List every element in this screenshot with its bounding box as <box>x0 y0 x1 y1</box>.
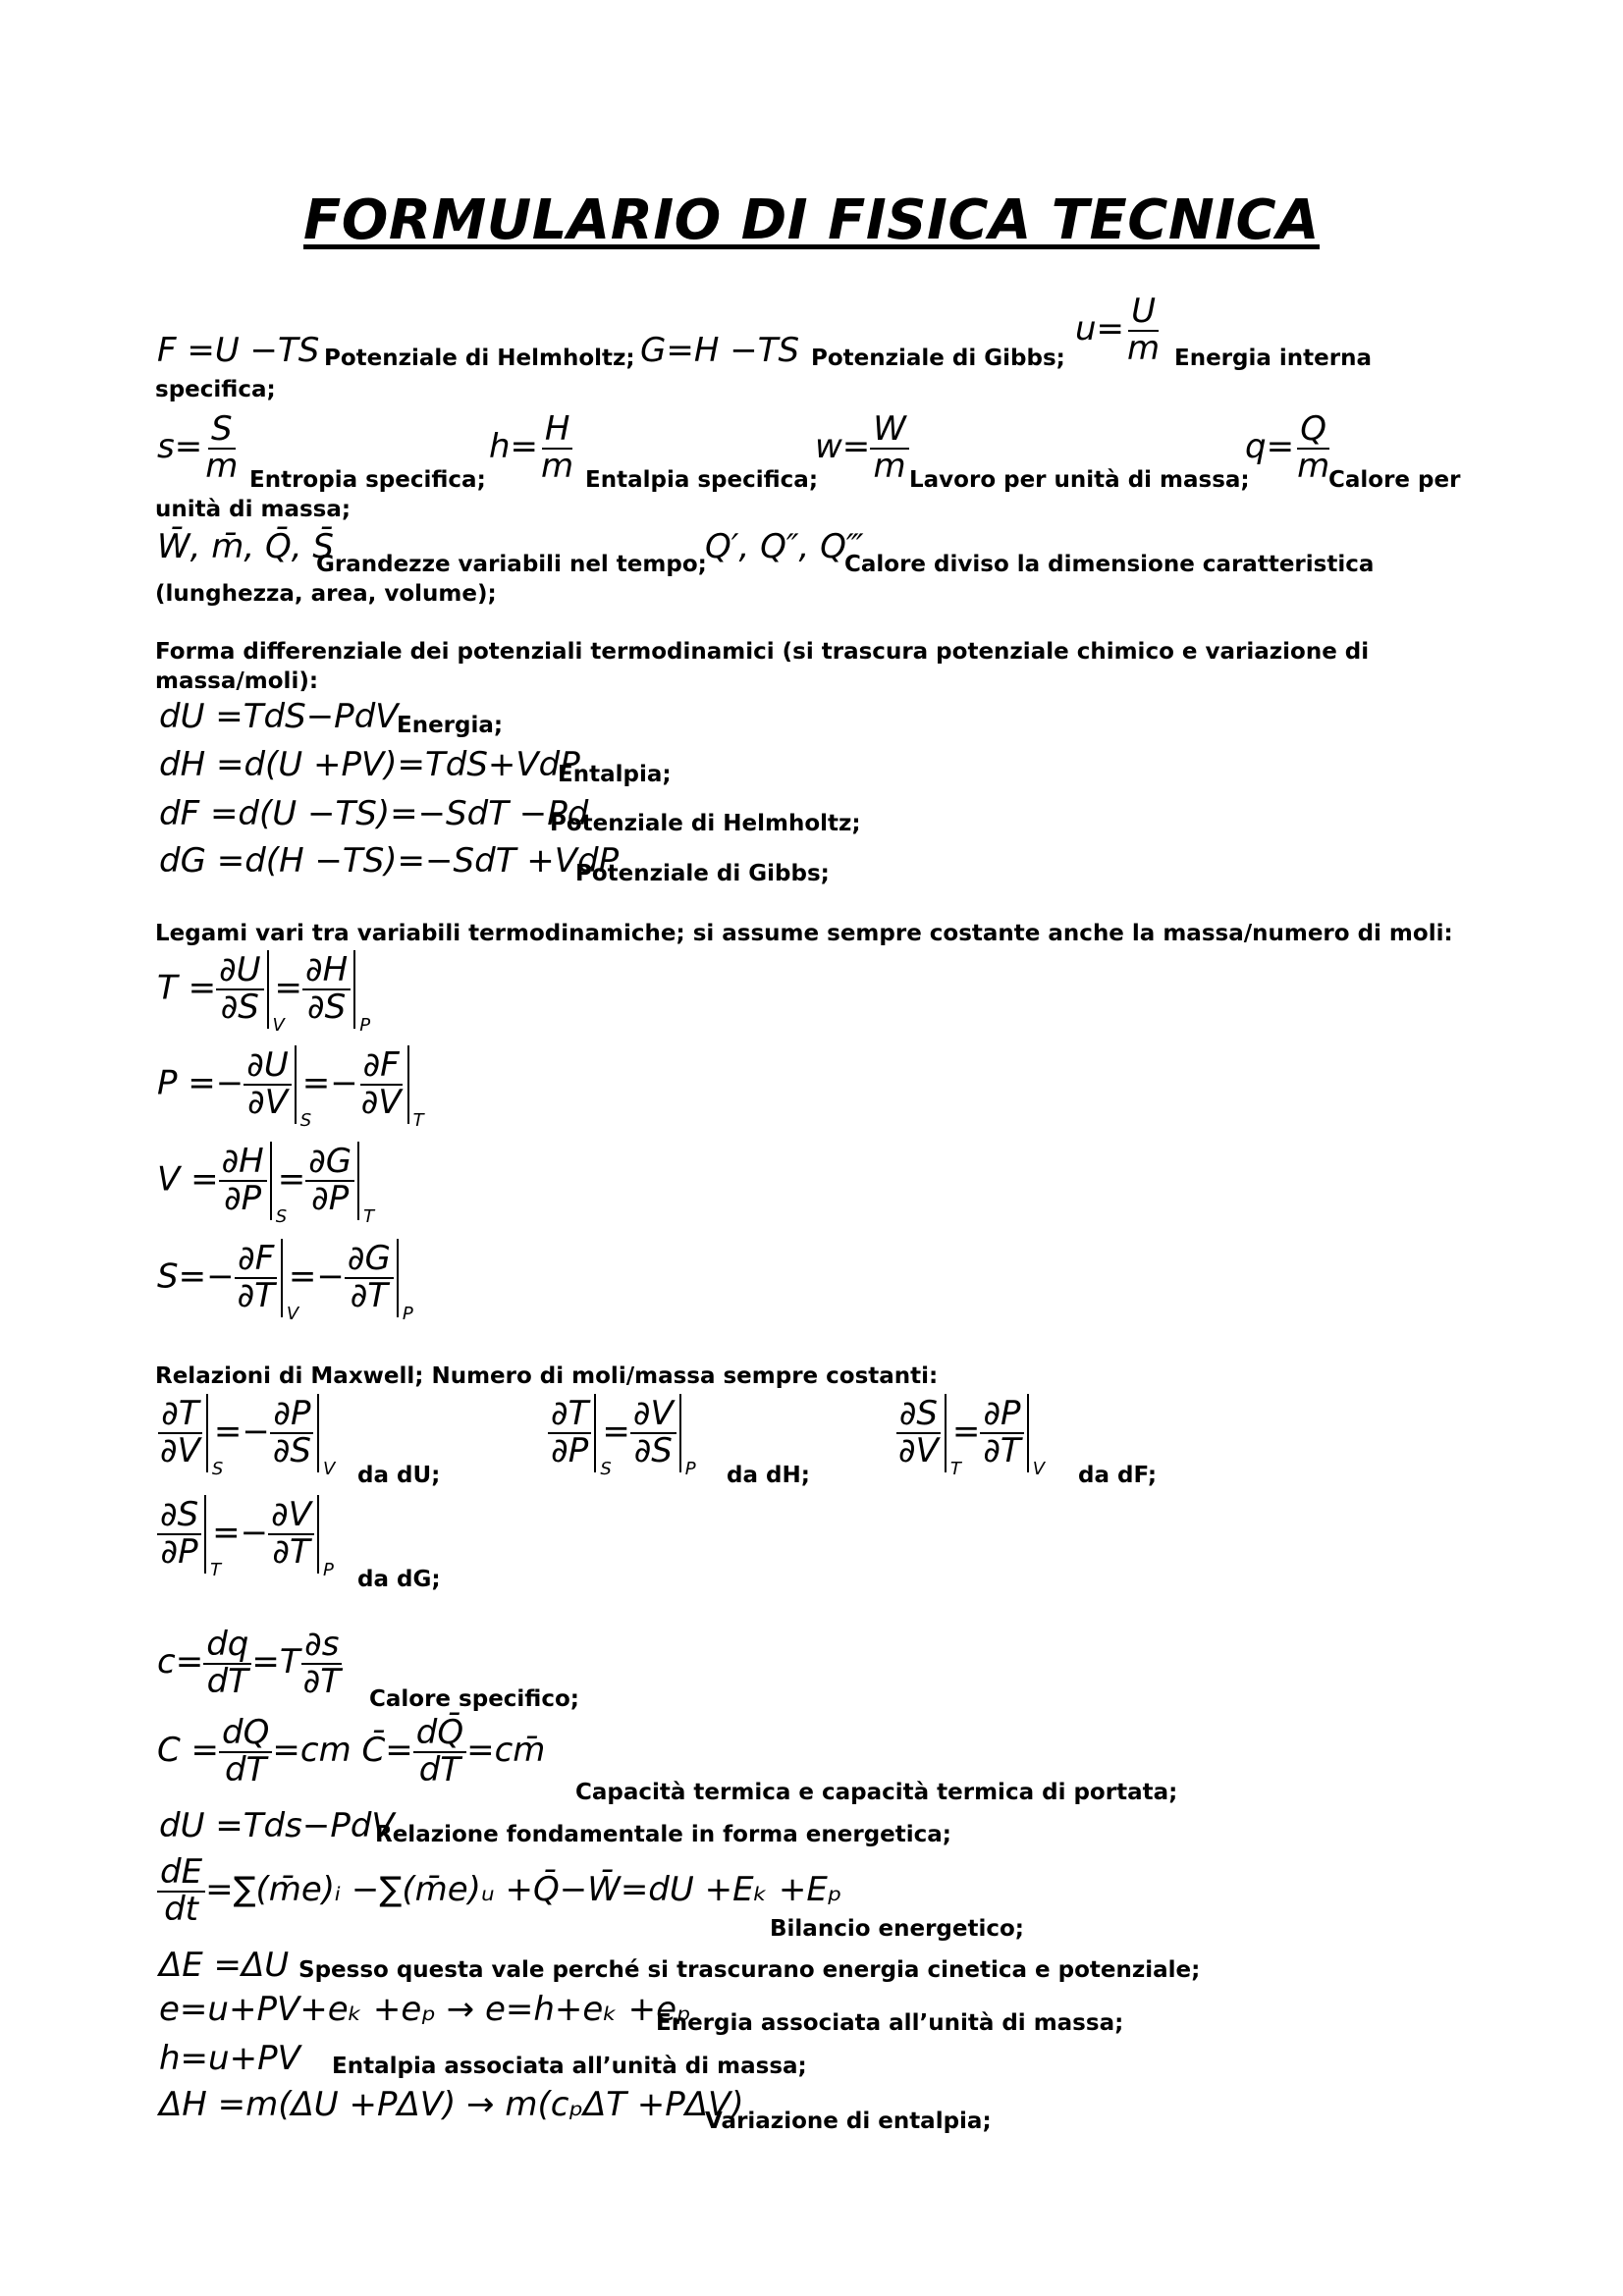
fraction <box>268 1495 314 1572</box>
numerator: ∂s <box>301 1628 342 1665</box>
formula-T-partials <box>157 950 371 1036</box>
subscript: S <box>211 1459 224 1479</box>
formula-helmholtz: F =U −TS <box>157 331 320 370</box>
formula-fundamental: dU =Tds−PdV <box>159 1806 395 1845</box>
lhs: T = <box>157 968 217 1008</box>
numerator: ∂V <box>630 1397 676 1434</box>
denominator: ∂V <box>247 1083 288 1122</box>
evaluation-bar <box>357 1142 375 1227</box>
desc-specific-energy: Energia associata all’unità di massa; <box>656 2010 1124 2036</box>
desc-fundamental: Relazione fondamentale in forma energetica; <box>375 1822 951 1847</box>
subscript: T <box>412 1110 424 1131</box>
fraction <box>235 1239 278 1315</box>
formula-dH: dH =d(U +PV)=TdS+VdP <box>159 745 580 784</box>
evaluation-bar <box>353 950 371 1036</box>
denominator: m <box>205 446 239 486</box>
formula-rhs: =∑(m̄e)ᵢ −∑(m̄e)ᵤ +Q̄−W̄=dU +Eₖ +Eₚ <box>205 1870 842 1910</box>
denominator: m <box>1297 446 1330 486</box>
numerator: U <box>1128 294 1159 332</box>
formula-specific-heat-c <box>157 1625 344 1701</box>
evaluation-bar <box>594 1394 612 1479</box>
formula-specific-heat <box>1245 409 1332 486</box>
desc-delta-H: Variazione di entalpia; <box>705 2109 992 2134</box>
numerator: ∂H <box>219 1145 267 1182</box>
section-heading-maxwell: Relazioni di Maxwell; Numero di moli/massa sempre costanti: <box>155 1363 939 1389</box>
evaluation-bar <box>397 1239 413 1324</box>
denominator: ∂V <box>898 1431 939 1470</box>
subscript: T <box>210 1560 222 1580</box>
subscript: P <box>684 1459 696 1479</box>
evaluation-bar <box>270 1142 288 1227</box>
denominator: m <box>1127 328 1161 368</box>
numerator: ∂V <box>268 1498 314 1535</box>
operator: = <box>274 968 303 1008</box>
formula-internal-energy <box>1075 294 1163 366</box>
denominator: ∂T <box>983 1431 1021 1470</box>
page-title: FORMULARIO DI FISICA TECNICA <box>303 188 1320 252</box>
numerator: ∂T <box>158 1397 201 1434</box>
operator: =cm̄ <box>466 1731 546 1771</box>
formula-energy-balance <box>157 1852 842 1929</box>
operator: =T <box>251 1642 300 1682</box>
fraction <box>548 1394 591 1470</box>
desc-time-variables: Grandezze variabili nel tempo; <box>316 552 707 577</box>
denominator: m <box>541 446 574 486</box>
fraction <box>1124 294 1163 366</box>
desc-dG: Potenziale di Gibbs; <box>575 861 830 886</box>
numerator: ∂S <box>896 1397 941 1434</box>
denominator: ∂S <box>220 988 259 1027</box>
desc-delta-E: Spesso questa vale perché si trascurano energia cinetica e potenziale; <box>298 1957 1201 1983</box>
formula-specific-entropy <box>157 409 241 486</box>
fraction <box>203 1625 251 1701</box>
numerator: ∂G <box>345 1242 394 1279</box>
formula-time-variables: W̄, m̄, Q̄, S̄ <box>157 527 334 566</box>
desc-gibbs: Potenziale di Gibbs; <box>811 346 1065 371</box>
desc-maxwell-dF: da dF; <box>1078 1463 1158 1488</box>
formula-maxwell-dH <box>548 1394 696 1479</box>
formula-S-partials <box>157 1239 413 1324</box>
formula-V-partials <box>157 1142 375 1227</box>
desc-continuation: specifica; <box>155 377 276 402</box>
fraction <box>413 1713 466 1789</box>
denominator: ∂P <box>224 1179 262 1218</box>
denominator: ∂P <box>551 1431 589 1470</box>
operator: = <box>277 1159 306 1200</box>
denominator: ∂P <box>160 1532 198 1572</box>
denominator: ∂T <box>350 1276 389 1315</box>
numerator: ∂P <box>980 1397 1023 1434</box>
fraction <box>305 1142 354 1218</box>
fraction <box>219 1713 272 1789</box>
lhs: s= <box>157 427 203 467</box>
formula-specific-enthalpy <box>489 409 576 486</box>
numerator: H <box>542 412 573 450</box>
operator: = <box>951 1412 981 1452</box>
numerator: S <box>208 412 236 450</box>
lhs: w= <box>815 427 871 467</box>
formula-dF: dF =d(U −TS)=−SdT −Pd <box>159 794 589 833</box>
fraction <box>302 950 351 1027</box>
evaluation-bar <box>317 1495 334 1580</box>
formula-specific-energy: e=u+PV+eₖ +eₚ → e=h+eₖ +eₚ <box>159 1990 691 2029</box>
operator: = <box>602 1412 630 1452</box>
desc-internal-energy: Energia interna <box>1174 346 1372 371</box>
desc-helmholtz: Potenziale di Helmholtz; <box>324 346 635 371</box>
evaluation-bar <box>317 1394 336 1479</box>
lhs: h= <box>489 427 539 467</box>
evaluation-bar <box>295 1045 312 1131</box>
lhs: V = <box>157 1159 219 1200</box>
subscript: V <box>272 1015 285 1036</box>
formula-dU: dU =TdS−PdV <box>159 697 399 736</box>
fraction <box>157 1394 203 1470</box>
lhs: c= <box>157 1642 204 1682</box>
fraction <box>630 1394 676 1470</box>
numerator: ∂P <box>270 1397 313 1434</box>
evaluation-bar <box>945 1394 961 1479</box>
denominator: ∂V <box>360 1083 402 1122</box>
numerator: ∂H <box>302 953 351 990</box>
denominator: dt <box>164 1889 198 1929</box>
desc-heat-capacity: Capacità termica e capacità termica di portata; <box>575 1780 1178 1805</box>
subscript: S <box>275 1206 288 1227</box>
desc-maxwell-dU: da dU; <box>357 1463 441 1488</box>
denominator: dT <box>418 1749 461 1789</box>
lhs: u= <box>1075 309 1125 349</box>
fraction <box>270 1394 314 1470</box>
desc-specific-entropy: Entropia specifica; <box>249 467 486 493</box>
numerator: dQ <box>219 1716 272 1753</box>
subscript: V <box>323 1459 336 1479</box>
lhs: S=− <box>157 1256 235 1297</box>
section-heading-legami: Legami vari tra variabili termodinamiche; si assume sempre costante anche la massa/numero di moli: <box>155 921 1453 946</box>
lhs: C = <box>157 1731 220 1771</box>
denominator: dT <box>225 1749 267 1789</box>
evaluation-bar <box>679 1394 696 1479</box>
fraction <box>157 1495 201 1572</box>
fraction <box>345 1239 394 1315</box>
formula-delta-E: ΔE =ΔU <box>159 1946 290 1985</box>
formula-heat-per-dimension: Q′, Q″, Q‴ <box>705 527 864 566</box>
evaluation-bar <box>407 1045 424 1131</box>
fraction <box>157 1852 205 1929</box>
operator: =− <box>288 1256 345 1297</box>
denominator: ∂T <box>302 1661 341 1701</box>
desc-maxwell-dG: da dG; <box>357 1567 441 1592</box>
denominator: ∂T <box>237 1276 275 1315</box>
operator: =− <box>212 1513 269 1553</box>
desc-heat-per-dimension: Calore diviso la dimensione caratteristica <box>844 552 1375 577</box>
subscript: V <box>1032 1459 1046 1479</box>
fraction <box>1294 409 1332 486</box>
desc-specific-enthalpy: Entalpia specifica; <box>585 467 819 493</box>
evaluation-bar <box>204 1495 222 1580</box>
subscript: P <box>359 1015 371 1036</box>
denominator: dT <box>206 1661 248 1701</box>
denominator: ∂V <box>160 1431 200 1470</box>
lhs: q= <box>1245 427 1295 467</box>
numerator: ∂U <box>216 953 263 990</box>
formula-delta-H: ΔH =m(ΔU +PΔV) → m(cₚΔT +PΔV) <box>159 2085 744 2124</box>
formula-dG: dG =d(H −TS)=−SdT +VdP <box>159 841 620 881</box>
desc-dF: Potenziale di Helmholtz; <box>550 811 861 836</box>
subscript: V <box>286 1304 299 1324</box>
fraction <box>243 1045 291 1122</box>
formula-maxwell-dU <box>157 1394 336 1479</box>
denominator: ∂S <box>272 1431 311 1470</box>
fraction <box>895 1394 942 1470</box>
desc-specific-heat: Calore per <box>1328 467 1461 493</box>
numerator: ∂S <box>157 1498 201 1535</box>
subscript: S <box>299 1110 312 1131</box>
denominator: m <box>873 446 906 486</box>
fraction <box>870 409 909 486</box>
evaluation-bar <box>206 1394 224 1479</box>
desc-dH: Entalpia; <box>558 762 672 787</box>
desc-maxwell-dH: da dH; <box>727 1463 810 1488</box>
formula-heat-capacity <box>157 1713 546 1789</box>
denominator: ∂P <box>311 1179 350 1218</box>
numerator: dE <box>157 1855 205 1893</box>
evaluation-bar <box>281 1239 299 1324</box>
numerator: ∂T <box>548 1397 591 1434</box>
desc-specific-enthalpy-h: Entalpia associata all’unità di massa; <box>332 2054 807 2079</box>
operator: =− <box>301 1063 358 1103</box>
evaluation-bar <box>267 950 285 1036</box>
formula-specific-enthalpy-h: h=u+PV <box>159 2039 300 2078</box>
formula-maxwell-dG <box>157 1495 334 1580</box>
fraction <box>980 1394 1023 1470</box>
fraction <box>202 409 241 486</box>
fraction <box>216 950 263 1027</box>
desc-specific-heat-c: Calore specifico; <box>369 1686 579 1712</box>
formula-specific-work <box>815 409 909 486</box>
numerator: Q <box>1297 412 1329 450</box>
numerator: dq <box>203 1628 251 1665</box>
desc-energy-balance: Bilancio energetico; <box>770 1916 1025 1942</box>
denominator: ∂T <box>272 1532 310 1572</box>
fraction <box>219 1142 267 1218</box>
denominator: ∂S <box>633 1431 673 1470</box>
desc-dU: Energia; <box>397 713 504 738</box>
subscript: P <box>323 1560 334 1580</box>
operator: =− <box>213 1412 270 1452</box>
formula-gibbs: G=H −TS <box>640 331 800 370</box>
numerator: ∂F <box>360 1048 403 1086</box>
evaluation-bar <box>1027 1394 1046 1479</box>
desc-specific-work: Lavoro per unità di massa; <box>909 467 1250 493</box>
lhs: P =− <box>157 1063 244 1103</box>
fraction <box>358 1045 405 1122</box>
subscript: P <box>402 1304 413 1324</box>
operator: =cm C̄= <box>272 1731 413 1771</box>
numerator: ∂F <box>235 1242 277 1279</box>
desc-continuation: unità di massa; <box>155 497 352 522</box>
subscript: T <box>949 1459 961 1479</box>
section-heading-differential: Forma differenziale dei potenziali termodinamici (si trascura potenziale chimico e variazione di massa/moli): <box>155 639 1370 694</box>
fraction <box>300 1625 344 1701</box>
numerator: ∂U <box>243 1048 291 1086</box>
formula-maxwell-dF <box>895 1394 1046 1479</box>
fraction <box>538 409 576 486</box>
denominator: ∂S <box>307 988 347 1027</box>
desc-continuation: (lunghezza, area, volume); <box>155 581 497 607</box>
numerator: W <box>870 412 909 450</box>
subscript: S <box>600 1459 612 1479</box>
formula-P-partials <box>157 1045 424 1131</box>
subscript: T <box>363 1206 375 1227</box>
numerator: ∂G <box>305 1145 354 1182</box>
numerator: dQ̄ <box>413 1716 466 1753</box>
